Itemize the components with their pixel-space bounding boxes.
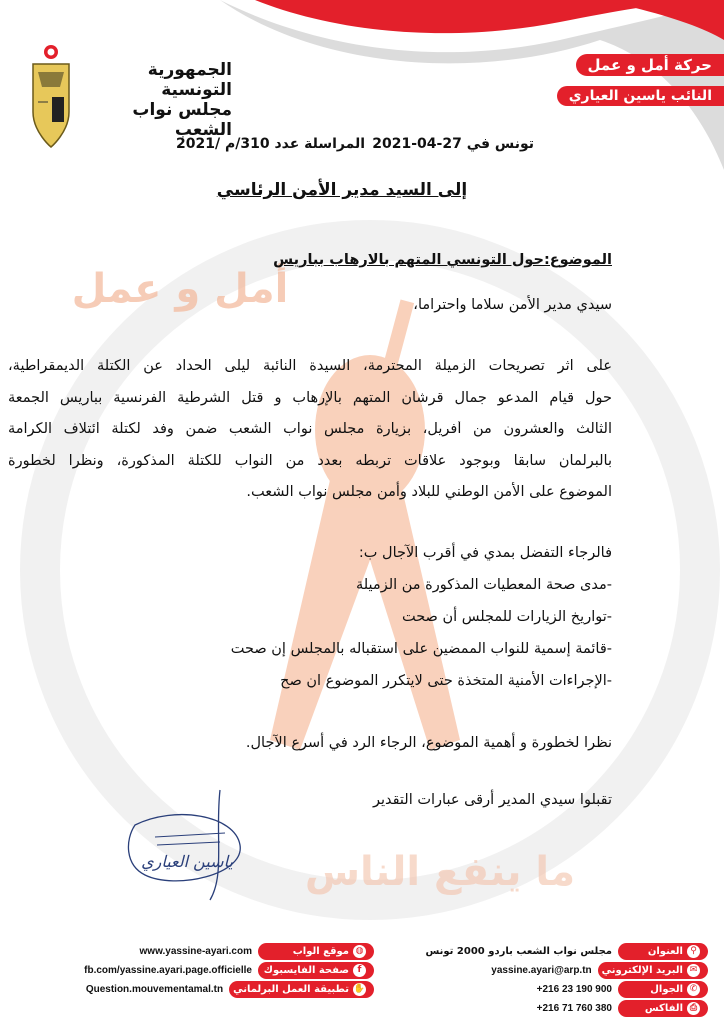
facebook-icon: f	[353, 964, 366, 977]
paragraph-line: الموضوع على الأمن الوطني للبلاد وأمن مجلس نواب الشعب.	[246, 484, 612, 500]
footer-contact-right	[426, 943, 709, 1017]
address-label: ⚲ العنوان	[618, 943, 708, 960]
fax-value: +216 71 760 380	[536, 1003, 612, 1014]
facebook-link[interactable]: fb.com/yassine.ayari.page.officielle	[84, 965, 252, 976]
signature-stamp	[115, 785, 255, 905]
footer-website-row	[84, 943, 374, 960]
request-item: -مدى صحة المعطيات المذكورة من الزميلة	[355, 577, 612, 593]
mobile-value: +216 23 190 900	[536, 984, 612, 995]
mail-icon: ✉	[687, 964, 700, 977]
watermark-top-text: أمل و عمل	[71, 266, 289, 312]
app-label: ✋ تطبيقة العمل البرلماني	[229, 981, 374, 998]
footer-contact-left	[84, 943, 374, 998]
request-intro: فالرجاء التفضل بمدي في أقرب الآجال ب:	[358, 545, 612, 561]
app-link[interactable]: Question.mouvementamal.tn	[85, 984, 224, 995]
footer-fax-row	[426, 1000, 709, 1017]
location-icon: ⚲	[687, 945, 700, 958]
globe-icon: ◍	[353, 945, 366, 958]
paragraph-line: بالبرلمان سابقا وبوجود علاقات تربطه بعدد من النواب للكتلة المذكورة، ونظرا لخطورة	[8, 453, 612, 469]
tunisia-coat-of-arms-icon	[30, 42, 72, 152]
letter-reference: المراسلة عدد 310/م /2021	[176, 136, 366, 152]
closing-line: تقبلوا سيدي المدير أرقى عبارات التقدير	[372, 792, 612, 808]
address-value: مجلس نواب الشعب باردو 2000 تونس	[425, 946, 612, 957]
letter-date: تونس في 27-04-2021	[372, 136, 534, 152]
urgency-note: نظرا لخطورة و أهمية الموضوع، الرجاء الرد في أسرع الآجال.	[245, 735, 612, 751]
footer-address-row	[426, 943, 709, 960]
email-label: ✉ البريد الإلكتروني	[598, 962, 708, 979]
republic-name: الجمهورية التونسية	[147, 60, 232, 100]
letter-recipient: إلى السيد مدير الأمن الرئاسي	[216, 180, 468, 200]
party-badge: حركة أمل و عمل	[576, 54, 724, 76]
email-link[interactable]: yassine.ayari@arp.tn	[491, 965, 592, 976]
phone-icon: ✆	[687, 983, 700, 996]
watermark-bottom-text: ما ينفع الناس	[304, 849, 576, 895]
website-label: ◍ موقع الواب	[258, 943, 374, 960]
request-item: -تواريخ الزيارات للمجلس أن صحت	[401, 609, 612, 625]
footer-facebook-row	[84, 962, 374, 979]
mobile-label: ✆ الجوال	[618, 981, 708, 998]
footer-email-row	[426, 962, 709, 979]
request-item: -الإجراءات الأمنية المتخذة حتى لايتكرر الموضوع ان صح	[280, 673, 612, 689]
footer-app-row	[84, 981, 374, 998]
letter-subject: الموضوع:حول التونسي المتهم بالارهاب بباريس	[273, 252, 612, 268]
request-item: -قائمة إسمية للنواب الممضين على استقباله بالمجلس إن صحت	[230, 641, 612, 657]
assembly-name: مجلس نواب الشعب	[132, 100, 232, 140]
paragraph-line: الثالث والعشرون من أفريل، بزيارة مجلس نواب الشعب ضمن وفد لكتلة ائتلاف الكرامة	[8, 421, 612, 437]
deputy-badge: النائب ياسين العياري	[557, 86, 724, 106]
paragraph-line: حول قيام المدعو جمال قرشان المتهم بالإرهاب و قتل الشرطية الفرنسية بباريس الجمعة	[8, 390, 612, 406]
app-icon: ✋	[353, 984, 366, 994]
paragraph-line: على اثر تصريحات الزميلة المحترمة، السيدة النائبة ليلى الحداد عن الكتلة الديمقراطية،	[8, 358, 612, 374]
fax-icon: ⎙	[687, 1002, 700, 1015]
facebook-label: f صفحة الفايسبوك	[258, 962, 374, 979]
fax-label: ⎙ الفاكس	[618, 1000, 708, 1017]
letter-greeting: سيدي مدير الأمن سلاما واحتراما،	[413, 297, 612, 313]
footer-mobile-row	[426, 981, 709, 998]
website-link[interactable]: www.yassine-ayari.com	[139, 946, 252, 957]
signature-name: ياسين العياري	[141, 852, 233, 871]
